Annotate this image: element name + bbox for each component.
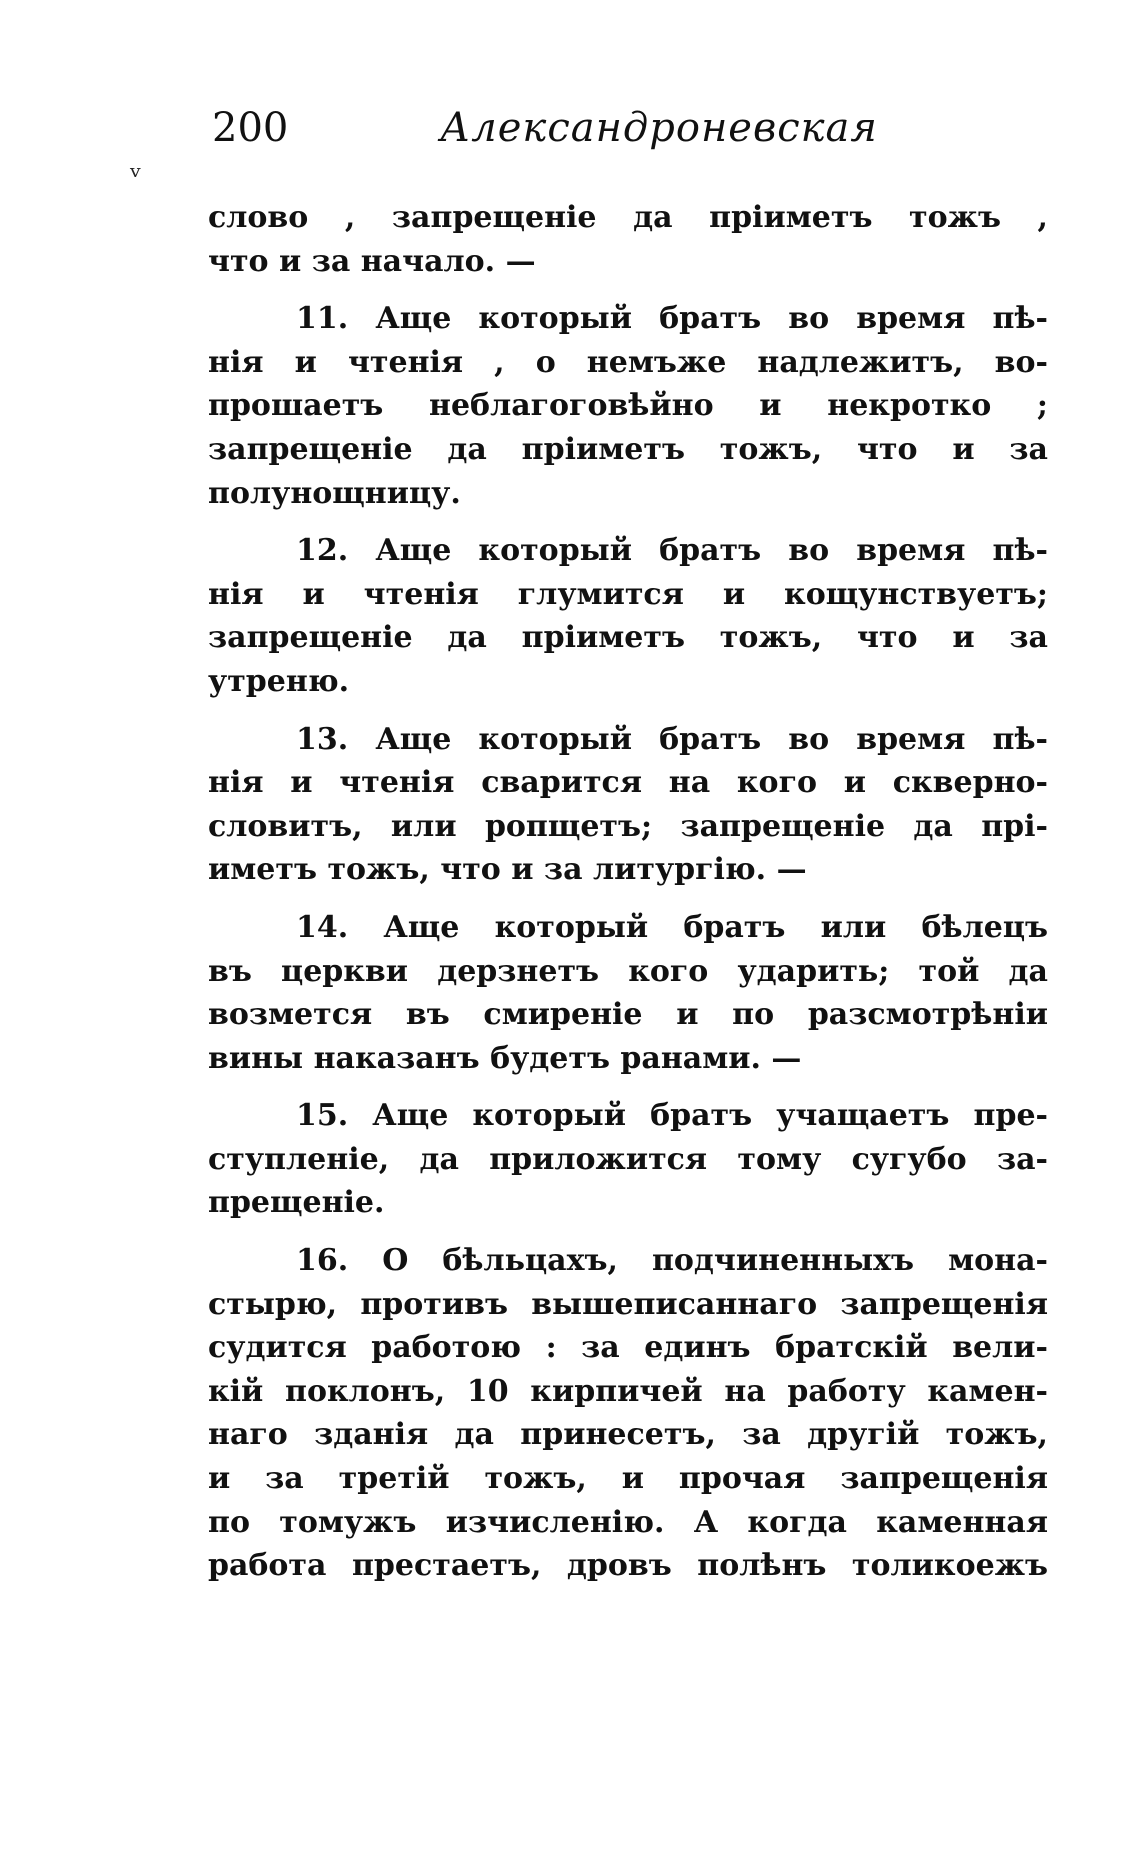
text-line: стырю, противъ вышеписаннаго запрещенія bbox=[208, 1286, 1048, 1322]
text-line: нія и чтенія , о немъже надлежитъ, во- bbox=[208, 344, 1048, 380]
text-line: запрещеніе да пріиметъ тожъ, что и за bbox=[208, 620, 1048, 656]
margin-mark: ᵛ bbox=[130, 160, 142, 195]
paragraph-14 bbox=[208, 906, 1048, 1080]
text-line: полунощницу. bbox=[208, 475, 461, 511]
text-line: въ церкви дерзнетъ кого ударить; той да bbox=[208, 953, 1048, 989]
body-text bbox=[208, 196, 1048, 1602]
text-line: кій поклонъ, 10 кирпичей на работу камен- bbox=[208, 1373, 1048, 1409]
paragraph-12 bbox=[208, 529, 1048, 703]
text-line: вины наказанъ будетъ ранами. — bbox=[208, 1040, 802, 1076]
text-line: прещеніе. bbox=[208, 1185, 385, 1221]
text-line: 14. Аще который братъ или бѣлецъ bbox=[296, 909, 1048, 945]
page-number: 200 bbox=[212, 105, 289, 151]
text-line: ступленіе, да приложится тому сугубо за- bbox=[208, 1141, 1048, 1177]
text-line: 16. О бѣльцахъ, подчиненныхъ мона- bbox=[296, 1243, 1048, 1279]
running-head bbox=[212, 98, 1052, 158]
text-line: 13. Аще который братъ во время пѣ- bbox=[296, 721, 1048, 757]
paragraph-11 bbox=[208, 297, 1048, 515]
text-line: 11. Аще который братъ во время пѣ- bbox=[296, 301, 1048, 337]
text-line: слово , запрещеніе да пріиметъ тожъ , bbox=[208, 200, 1048, 235]
text-line: и за третій тожъ, и прочая запрещенія bbox=[208, 1461, 1048, 1497]
text-line: наго зданія да принесетъ, за другій тожъ, bbox=[208, 1417, 1048, 1453]
text-line: что и за начало. — bbox=[208, 243, 536, 279]
text-line: запрещеніе да пріиметъ тожъ, что и за bbox=[208, 431, 1048, 467]
text-line: иметъ тожъ, что и за литургію. — bbox=[208, 852, 807, 888]
text-line: 15. Аще который братъ учащаетъ пре- bbox=[296, 1098, 1048, 1134]
text-line: возмется въ смиреніе и по разсмотрѣніи bbox=[208, 997, 1048, 1033]
text-line: нія и чтенія сварится на кого и скверно- bbox=[208, 765, 1048, 801]
text-line: прошаетъ неблагоговѣйно и некротко ; bbox=[208, 388, 1048, 424]
paragraph-16 bbox=[208, 1239, 1048, 1588]
text-line: по томужъ изчисленію. А когда каменная bbox=[208, 1504, 1048, 1540]
text-line: работа престаетъ, дровъ полѣнъ толикоежъ bbox=[208, 1548, 1048, 1584]
text-line: 12. Аще который братъ во время пѣ- bbox=[296, 533, 1048, 569]
text-line: словитъ, или ропщетъ; запрещеніе да прі- bbox=[208, 808, 1048, 844]
text-line: судится работою : за единъ братскій вели- bbox=[208, 1330, 1048, 1366]
text-line: нія и чтенія глумится и кощунствуетъ; bbox=[208, 576, 1048, 612]
paragraph-continuation bbox=[208, 196, 1048, 283]
running-title: Александроневская bbox=[440, 105, 878, 151]
paragraph-13 bbox=[208, 718, 1048, 892]
text-line: утреню. bbox=[208, 663, 350, 699]
paragraph-15 bbox=[208, 1094, 1048, 1225]
